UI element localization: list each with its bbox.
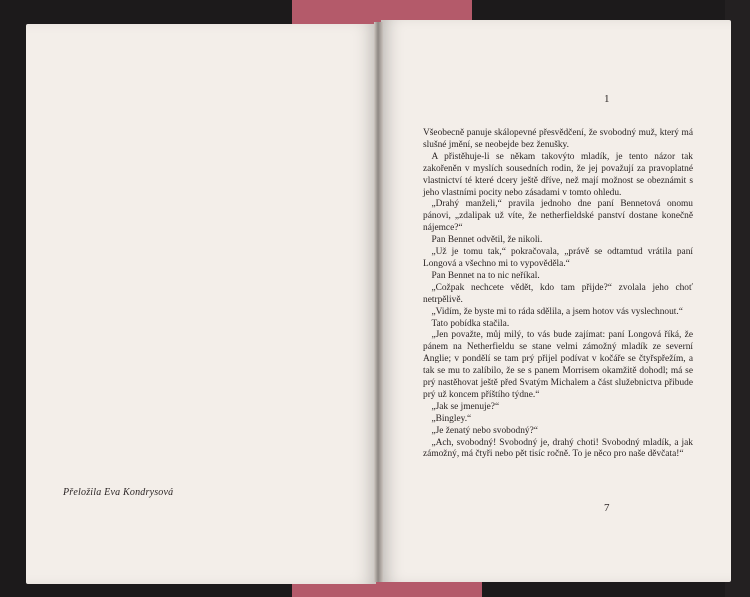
paragraph: „Cožpak nechcete vědět, kdo tam přijde?“ zvolala jeho choť netrpělivě. [423, 282, 693, 305]
book-gutter [374, 22, 383, 582]
page-number: 7 [604, 502, 610, 514]
paragraph: Tato pobídka stačila. [431, 318, 510, 329]
paragraph: „Je ženatý nebo svobodný?“ [431, 425, 538, 436]
paragraph: „Jen považte, můj milý, to vás bude zajímat: paní Longová říká, že pánem na Netherfieldu se stane velmi zámožný mladík ze severní Anglie; v pondělí se tam prý přijel podívat v kočáře se čtyřspřežím, a tak se mu to zalíbilo, že se s panem Morrisem okamžitě dohodl; má se prý nastěhovat ještě před Svatým Michalem a část služebnictva přibude prý už koncem příštího týdne.“ [423, 330, 693, 400]
paragraph: Všeobecně panuje skálopevné přesvědčení, že svobodný muž, který má slušné jmění, se neobejde bez ženušky. [423, 128, 693, 150]
paragraph: A přistěhuje-li se někam takovýto mladík, je tento názor tak zakořeněn v myslích sousedních rodin, že jej považují za pravoplatné vlastnictví té které dcery ještě dříve, než mají možnost se obeznámit s jeho vlastními pocity nebo zásadami v tomto ohledu. [423, 151, 693, 198]
chapter-number: 1 [604, 93, 610, 105]
left-page [26, 24, 376, 584]
paragraph: „Jak se jmenuje?“ [431, 401, 500, 412]
chapter-text [423, 128, 693, 461]
paragraph: Pan Bennet na to nic neříkal. [431, 270, 540, 281]
paragraph: „Bingley.“ [431, 413, 472, 424]
paragraph: „Drahý manželi,“ pravila jednoho dne paní Bennetová onomu pánovi, „zdalipak už víte, že netherfieldské panství dostane konečně nájemce?“ [423, 199, 693, 234]
paragraph: „Ach, svobodný! Svobodný je, drahý choti! Svobodný mladík, a jak zámožný, má čtyři nebo pět tisíc ročně. To je něco pro naše děvčata!“ [423, 437, 693, 460]
translator-credit: Přeložila Eva Kondrysová [63, 487, 174, 498]
paragraph: „Vidím, že byste mi to ráda sdělila, a jsem hotov vás vyslechnout.“ [431, 306, 683, 317]
paragraph: Pan Bennet odvětil, že nikoli. [431, 235, 543, 246]
paragraph: „Už je tomu tak,“ pokračovala, „právě se odtamtud vrátila paní Longová a všechno mi to vypověděla.“ [423, 247, 693, 269]
